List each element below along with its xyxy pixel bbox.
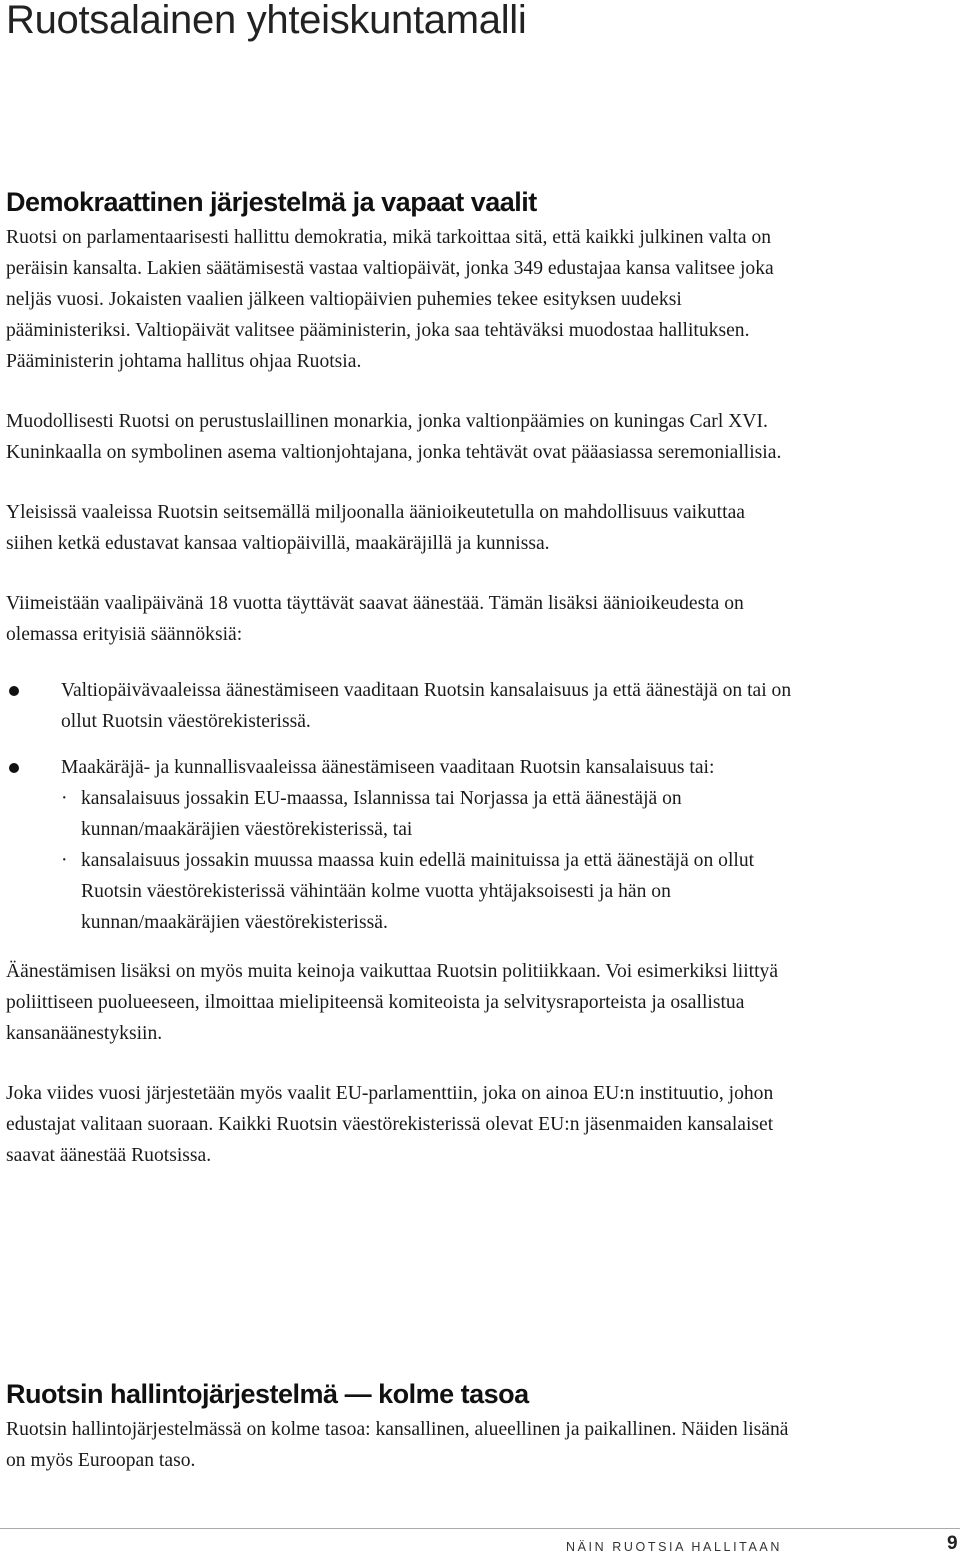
- footer-divider: [0, 1528, 960, 1529]
- paragraph: Muodollisesti Ruotsi on perustuslaillinen monarkia, jonka valtionpäämies on kuningas Carl XVI. Kuninkaalla on symbolinen asema valtionjohtajana, jonka tehtävät ovat pääasiassa seremoniallisia.: [6, 411, 782, 463]
- paragraph: Ruotsi on parlamentaarisesti hallittu demokratia, mikä tarkoittaa sitä, että kaikki julkinen valta on peräisin kansalta. Lakien säätämisestä vastaa valtiopäivät, jonka 349 edustajaa kansa valitsee joka neljäs vuosi. Jokaisten vaalien jälkeen valtiopäivien puhemies tekee esityksen uudeksi pääministeriksi. Valtiopäivät valitsee pääministerin, joka saa tehtäväksi muodostaa hallituksen. Pääministerin johtama hallitus ohjaa Ruotsia.: [6, 227, 774, 372]
- paragraph: Ruotsin hallintojärjestelmässä on kolme tasoa: kansallinen, alueellinen ja paikallinen. Näiden lisänä on myös Euroopan taso.: [6, 1419, 789, 1471]
- section-administration: [6, 1378, 796, 1476]
- paragraph: Joka viides vuosi järjestetään myös vaalit EU-parlamenttiin, joka on ainoa EU:n instituutio, johon edustajat valitaan suoraan. Kaikki Ruotsin väestörekisterissä olevat EU:n jäsenmaiden kansalaiset saavat äänestää Ruotsissa.: [6, 1083, 774, 1166]
- sub-list-item: [61, 783, 796, 845]
- list-item: [6, 752, 796, 938]
- sub-list-item-text: kansalaisuus jossakin EU-maassa, Islannissa tai Norjassa ja että äänestäjä on kunnan/maakäräjien väestörekisterissä, tai: [81, 788, 682, 840]
- section-heading-democracy: Demokraattinen järjestelmä ja vapaat vaalit: [6, 187, 537, 217]
- page-footer: [0, 1528, 960, 1561]
- section-heading-administration: Ruotsin hallintojärjestelmä — kolme tasoa: [6, 1379, 529, 1409]
- sub-list-item-text: kansalaisuus jossakin muussa maassa kuin edellä mainituissa ja että äänestäjä on ollut Ruotsin väestörekisterissä vähintään kolme vuotta yhtäjaksoisesti ja hän on kunnan/maakäräjien väestörekisterissä.: [81, 850, 755, 933]
- section-democracy: [6, 186, 796, 1171]
- sub-bullet-mark: ·: [61, 788, 68, 809]
- list-item: [6, 675, 796, 737]
- page-title: Ruotsalainen yhteiskuntamalli: [6, 0, 527, 42]
- list-item-text: Valtiopäivävaaleissa äänestämiseen vaaditaan Ruotsin kansalaisuus ja että äänestäjä on tai on ollut Ruotsin väestörekisterissä.: [61, 680, 792, 732]
- sub-bullet-mark: ·: [61, 850, 68, 871]
- running-title: NÄIN RUOTSIA HALLITAAN: [565, 1540, 782, 1554]
- paragraph: Yleisissä vaaleissa Ruotsin seitsemällä miljoonalla äänioikeutetulla on mahdollisuus vaikuttaa siihen ketkä edustavat kansaa valtiopäivillä, maakäräjillä ja kunnissa.: [6, 502, 745, 554]
- list-item-text: Maakäräjä- ja kunnallisvaaleissa äänestämiseen vaaditaan Ruotsin kansalaisuus tai:: [61, 757, 715, 778]
- paragraph: Äänestämisen lisäksi on myös muita keinoja vaikuttaa Ruotsin politiikkaan. Voi esimerkiksi liittyä poliittiseen puolueeseen, ilmoittaa mielipiteensä komiteoista ja selvitysraporteista ja osallistua kansanäänestyksiin.: [6, 961, 779, 1044]
- paragraph: Viimeistään vaalipäivänä 18 vuotta täyttävät saavat äänestää. Tämän lisäksi äänioikeudesta on olemassa erityisiä säännöksiä:: [6, 593, 744, 645]
- voting-rules-list: [6, 675, 796, 938]
- bullet-dot-icon: [9, 763, 19, 773]
- bullet-dot-icon: [9, 686, 19, 696]
- page-number: 9: [947, 1533, 958, 1554]
- sub-list: [61, 783, 796, 938]
- sub-list-item: [61, 845, 796, 938]
